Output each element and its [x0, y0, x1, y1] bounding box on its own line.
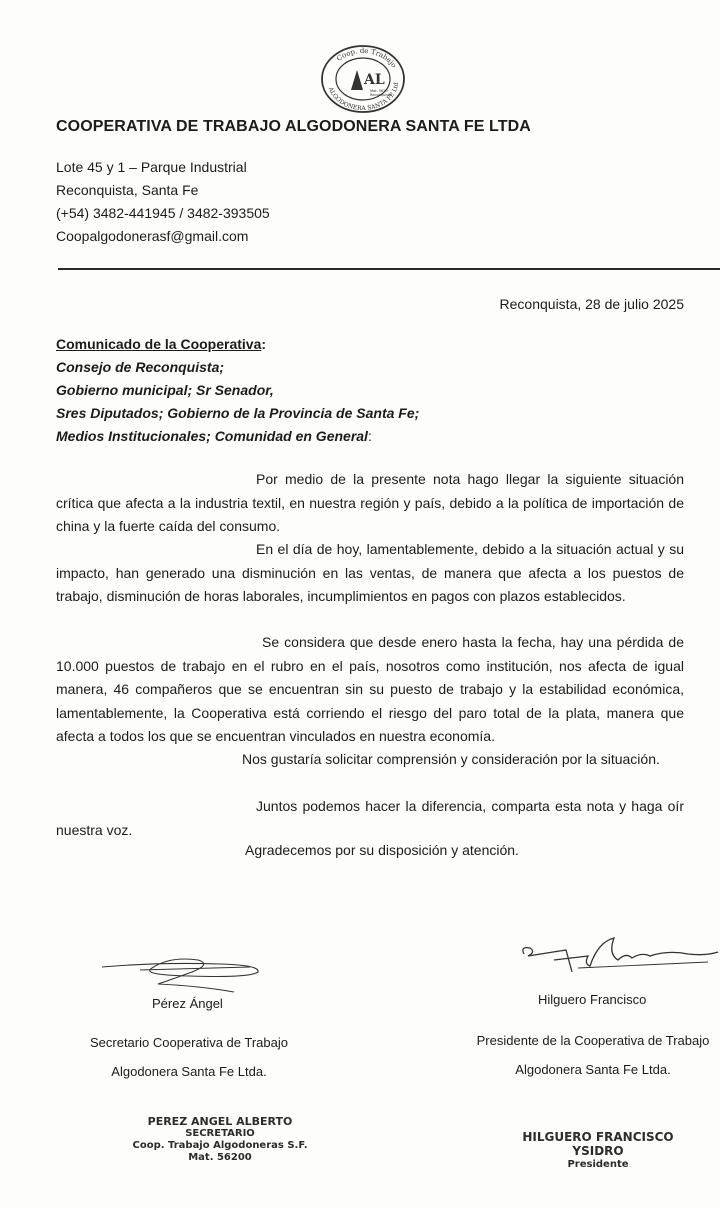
stamp-text: HILGUERO FRANCISCO [522, 1130, 674, 1144]
stamp-right [512, 1130, 684, 1172]
signer-role-left: Secretario Cooperativa de Trabajo [89, 1035, 288, 1050]
signer-role-right: Presidente de la Cooperativa de Trabajo [476, 1033, 710, 1048]
recipient-line: Sres Diputados; Gobierno de la Provincia de Santa Fe; [56, 405, 420, 421]
recipient-line: Gobierno municipal; Sr Senador, [56, 382, 274, 398]
colon: : [261, 336, 267, 352]
header-divider [58, 268, 720, 270]
recipients-block [56, 333, 419, 448]
stamp-text: Coop. Trabajo Algodoneras S.F. [132, 1140, 308, 1151]
body-paragraph: Juntos podemos hacer la diferencia, comparta esta nota y haga oír nuestra voz. [56, 798, 684, 838]
org-name: COOPERATIVA DE TRABAJO ALGODONERA SANTA FE LTDA [56, 118, 531, 135]
closing-line: Agradecemos por su disposición y atención. [245, 842, 519, 858]
stamp-text: SECRETARIO [185, 1128, 255, 1139]
body-paragraph: En el día de hoy, lamentablemente, debido a la situación actual y su impacto, han generado una disminución en las ventas, de manera que afecta a los puestos de trabajo, disminución de horas laborales, incumplimientos en pagos con plazos establecidos. [56, 541, 684, 604]
email-line: Coopalgodonerasf@gmail.com [56, 228, 249, 244]
stamp-text: PEREZ ANGEL ALBERTO [147, 1115, 293, 1128]
signer-org-right: Algodonera Santa Fe Ltda. [515, 1062, 671, 1077]
body-paragraph: Nos gustaría solicitar comprensión y consideración por la situación. [242, 751, 660, 767]
body-paragraph: Por medio de la presente nota hago llegar la siguiente situación crítica que afecta a la industria textil, en nuestra región y país, debido a la política de importación de china y la fuerte caída del consumo. [56, 471, 684, 534]
seal-inner-text: Reconquista [370, 93, 392, 97]
signer-name-left: Pérez Ángel [152, 996, 223, 1011]
stamp-text: Presidente [567, 1159, 629, 1170]
address-line: Reconquista, Santa Fe [56, 182, 199, 198]
recipient-line: Consejo de Reconquista; [56, 359, 225, 375]
cooperative-seal [320, 44, 406, 114]
letter-date: Reconquista, 28 de julio 2025 [499, 296, 684, 312]
stamp-text: YSIDRO [572, 1144, 624, 1158]
signature-left [100, 950, 270, 1000]
seal-inner-text: Mat. 5620 [370, 89, 388, 93]
signature-right [518, 932, 720, 982]
signer-name-right: Hilguero Francisco [538, 992, 647, 1007]
seal-top-text: Coop. de Trabajo [335, 46, 398, 70]
colon: : [367, 428, 372, 444]
recipient-line: Medios Institucionales; Comunidad en General [56, 428, 368, 444]
signer-org-left: Algodonera Santa Fe Ltda. [111, 1064, 267, 1079]
phone-line: (+54) 3482-441945 / 3482-393505 [56, 205, 270, 221]
seal-bottom-text: ALGODONERA SANTA FE Ltd [326, 81, 401, 113]
body-paragraph: Se considera que desde enero hasta la fecha, hay una pérdida de 10.000 puestos de trabajo en el rubro en el país, nosotros como institución, nos afecta de igual manera, 46 compañeros que se encuentran sin su puesto de trabajo y la estabilidad económica, lamentablemente, la Cooperativa está corriendo el riesgo del paro total de la plata, manera que afecta a todos los que se encuentran vinculados en nuestra economía. [56, 634, 684, 744]
recipients-heading: Comunicado de la Cooperativa [56, 336, 262, 352]
stamp-left [130, 1116, 310, 1164]
address-line: Lote 45 y 1 – Parque Industrial [56, 159, 247, 175]
seal-initials: AL [364, 72, 385, 88]
stamp-text: Mat. 56200 [188, 1152, 252, 1163]
